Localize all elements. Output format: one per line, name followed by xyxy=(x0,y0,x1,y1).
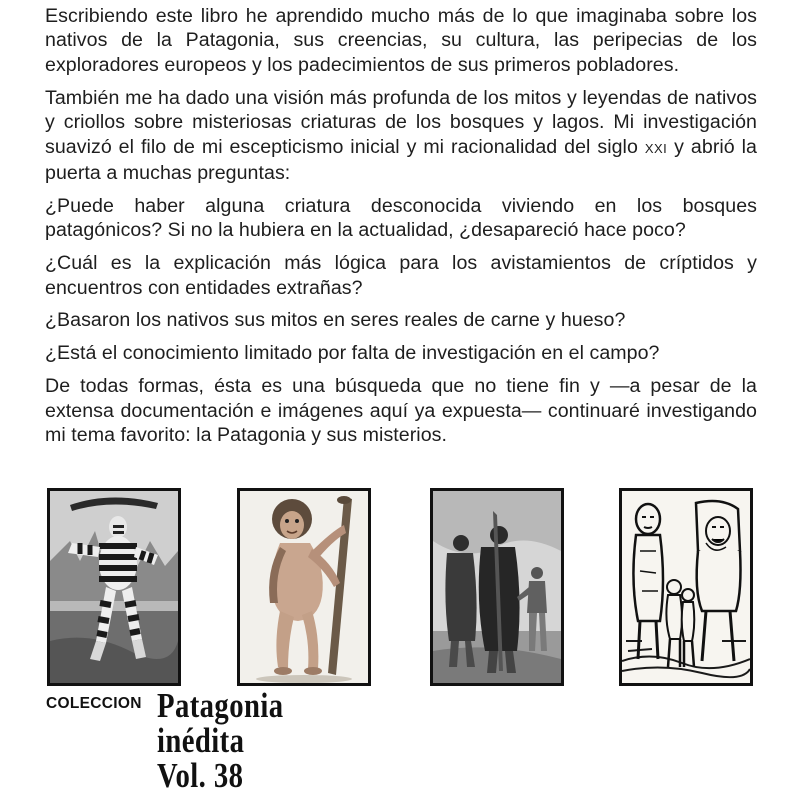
paragraph-5: ¿Basaron los nativos sus mitos en seres reales de carne y hueso? xyxy=(45,309,626,332)
series-title-line-1: Patagonia xyxy=(157,686,284,725)
body-text xyxy=(45,4,757,448)
paragraph-2-start: También me ha dado una visión más profunda de los mitos y leyendas de nativos y criollos sobre misteriosas criaturas de los bosques y lagos. Mi investigación suavizó el filo de mi escepticismo inicial y mi racionalidad del siglo xyxy=(45,86,757,158)
woodcut-illustration xyxy=(622,491,750,683)
painted-native-illustration xyxy=(50,491,178,683)
photo-painted-native xyxy=(47,488,181,686)
paragraph-1: Escribiendo este libro he aprendido mucho más de lo que imaginaba sobre los nativos de la Patagonia, sus creencias, su cultura, las peripecias de los exploradores europeos y los padecimientos de sus primeros pobladores. xyxy=(45,5,757,76)
encounter-illustration xyxy=(433,491,561,683)
paragraph-4: ¿Cuál es la explicación más lógica para los avistamientos de críptidos y encuentros con entidades extrañas? xyxy=(45,252,757,299)
century-smallcaps: XXI xyxy=(644,140,668,156)
paragraph-2 xyxy=(45,86,757,186)
paragraph-3: ¿Puede haber alguna criatura desconocida viviendo en los bosques patagónicos? Si no la hubiera en la actualidad, ¿desapareció hace poco? xyxy=(45,194,757,242)
photo-ape-drawing xyxy=(237,488,371,686)
paragraph-6: ¿Está el conocimiento limitado por falta de investigación en el campo? xyxy=(45,342,660,365)
ape-illustration xyxy=(240,491,368,683)
photo-engraving-encounter xyxy=(430,488,564,686)
series-title-line-3: Vol. 38 xyxy=(157,756,244,795)
series-title-line-2: inédita xyxy=(157,721,245,760)
paragraph-2-end: y abrió la puerta a muchas preguntas: xyxy=(45,135,758,184)
series-title xyxy=(157,688,329,793)
series-label: COLECCION xyxy=(46,695,142,712)
photo-woodcut-creatures xyxy=(619,488,753,686)
photo-strip xyxy=(47,488,752,688)
paragraph-7: De todas formas, ésta es una búsqueda que no tiene fin y —a pesar de la extensa documentación e imágenes aquí ya expuesta— continuaré investigando mi tema favorito: la Patagonia y sus misterios. xyxy=(45,375,757,447)
